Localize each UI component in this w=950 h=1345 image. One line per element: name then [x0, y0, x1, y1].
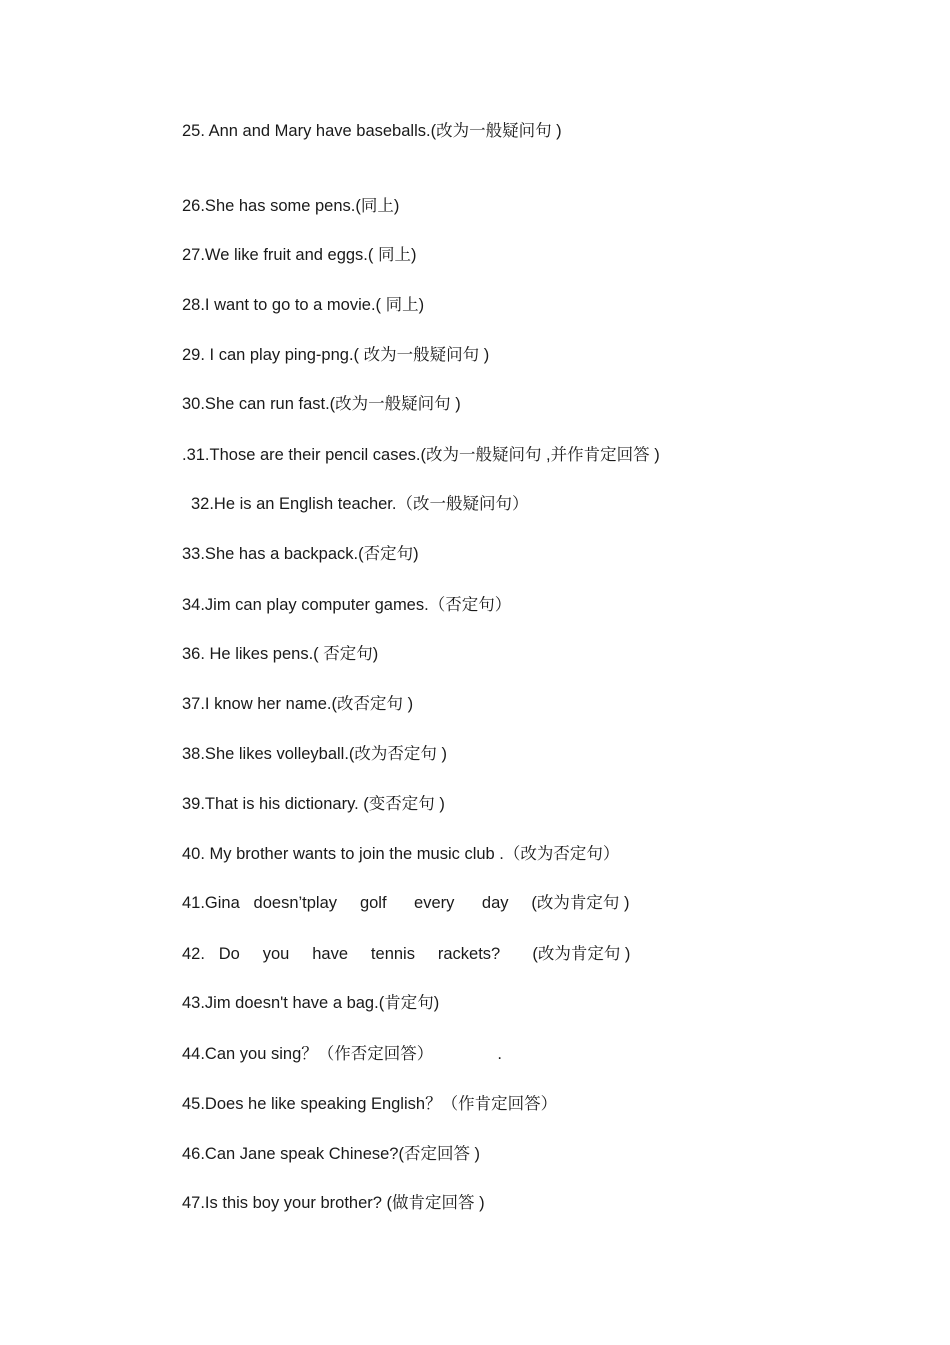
exercise-40: 40. My brother wants to join the music club .（改为否定句）	[182, 845, 620, 863]
exercise-31: .31.Those are their pencil cases.(改为一般疑问句 ,并作肯定回答 )	[182, 446, 660, 464]
exercise-33: 33.She has a backpack.(否定句)	[182, 545, 419, 563]
exercise-30: 30.She can run fast.(改为一般疑问句 )	[182, 395, 461, 413]
exercise-42: 42. Do you have tennis rackets? (改为肯定句 )	[182, 945, 631, 963]
exercise-38: 38.She likes volleyball.(改为否定句 )	[182, 745, 447, 763]
exercise-28: 28.I want to go to a movie.( 同上)	[182, 296, 425, 314]
exercise-46: 46.Can Jane speak Chinese?(否定回答 )	[182, 1145, 481, 1163]
exercise-29: 29. I can play ping-png.( 改为一般疑问句 )	[182, 346, 490, 364]
exercise-39: 39.That is his dictionary. (变否定句 )	[182, 795, 445, 813]
exercise-41: 41.Gina doesn’tplay golf every day (改为肯定句 )	[182, 894, 630, 912]
exercise-27: 27.We like fruit and eggs.( 同上)	[182, 246, 417, 264]
exercise-37: 37.I know her name.(改否定句 )	[182, 695, 414, 713]
exercise-45: 45.Does he like speaking English？（作肯定回答）	[182, 1095, 558, 1113]
exercise-44: 44.Can you sing？（作否定回答） .	[182, 1045, 503, 1063]
exercise-25: 25. Ann and Mary have baseballs.(改为一般疑问句 )	[182, 122, 562, 140]
exercise-32: 32.He is an English teacher.（改一般疑问句）	[191, 495, 529, 513]
exercise-36: 36. He likes pens.( 否定句)	[182, 645, 379, 663]
exercise-34: 34.Jim can play computer games.（否定句）	[182, 596, 512, 614]
exercise-47: 47.Is this boy your brother? (做肯定回答 )	[182, 1194, 485, 1212]
exercise-26: 26.She has some pens.(同上)	[182, 197, 400, 215]
exercise-43: 43.Jim doesn't have a bag.(肯定句)	[182, 994, 440, 1012]
